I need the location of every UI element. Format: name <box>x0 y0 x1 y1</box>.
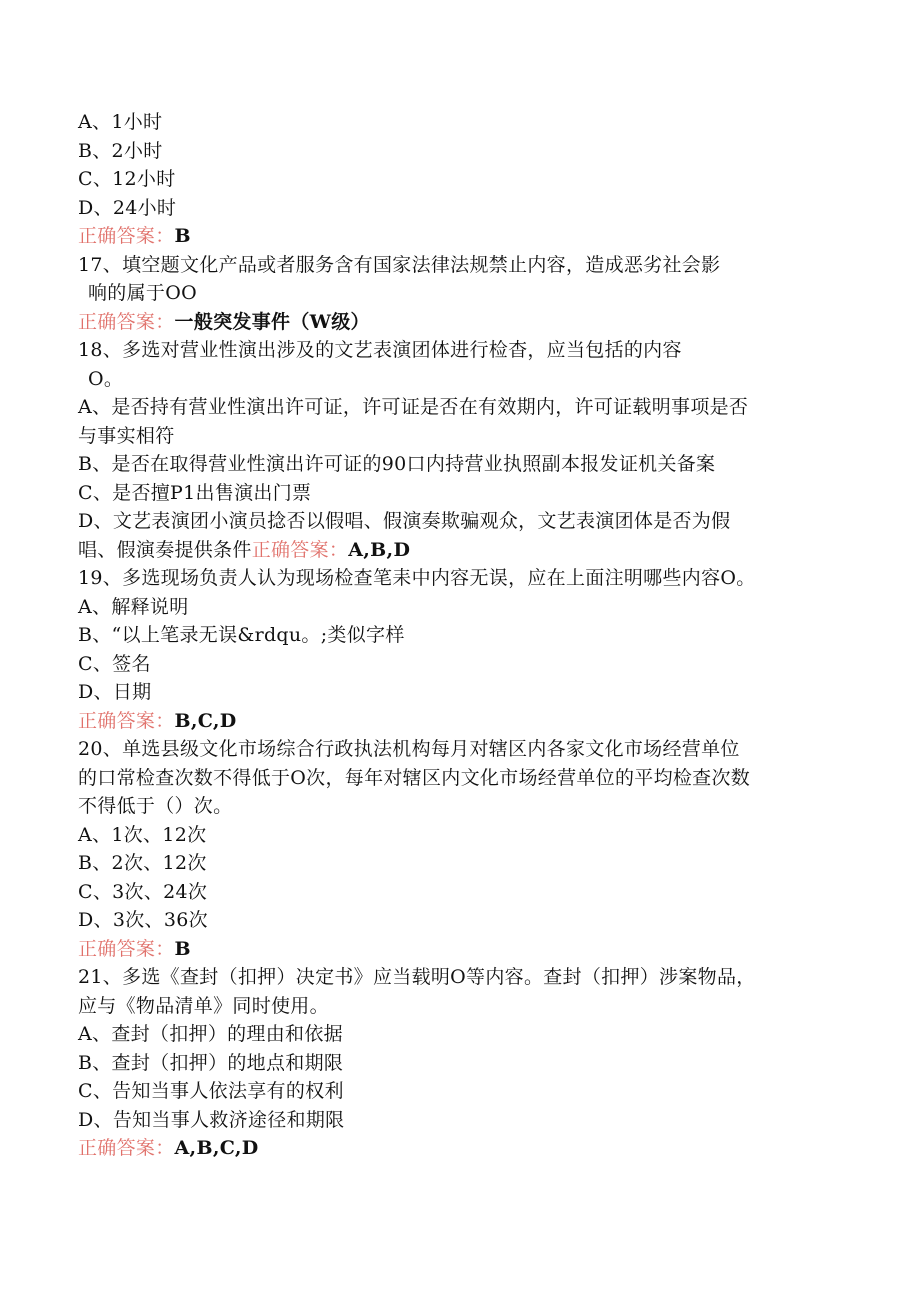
answer-line <box>78 308 838 337</box>
answer-value: B,C,D <box>174 709 237 732</box>
answer-line <box>78 1134 838 1163</box>
question-text: 18、多选对营业性演出涉及的文艺表演团体进行检杳，应当包括的内容 <box>78 339 682 361</box>
option-b: B、2小时 <box>78 139 163 162</box>
answer-value: A,B,C,D <box>174 1137 259 1159</box>
question-text-cont: 响的属于OO <box>88 282 197 304</box>
question-18-block <box>78 336 838 564</box>
question-text-cont: 不得低于（）次。 <box>78 795 233 817</box>
option-b: B、2次、12次 <box>78 852 207 874</box>
answer-value: B <box>174 225 191 247</box>
question-16-block <box>78 108 838 251</box>
answer-label: 正确答案： <box>78 937 175 960</box>
question-17-block <box>78 251 838 337</box>
answer-label: 正确答案： <box>78 310 175 333</box>
option-c: C、告知当事人依法享有的权利 <box>78 1080 344 1102</box>
question-text: 17、填空题文化产品或者服务含有国家法律法规禁止内容，造成恶劣社会影 <box>78 253 721 276</box>
question-text-cont: 应与《物品清单》同时使用。 <box>78 994 329 1017</box>
option-a: A、是否持有营业性演出许可证，许可证是否在有效期内，许可证载明事项是否 <box>78 396 749 418</box>
option-d-cont: 唱、假演奏提供条件 <box>78 538 252 561</box>
question-19-block <box>78 564 838 735</box>
option-d: D、3次、36次 <box>78 909 208 931</box>
answer-value: B <box>174 937 191 960</box>
question-text: 19、多选现场负责人认为现场检查笔耒中内容无误，应在上面注明哪些内容O。 <box>78 567 756 589</box>
exam-content <box>78 108 838 1163</box>
answer-line <box>78 536 838 565</box>
answer-line <box>78 935 838 964</box>
answer-value: 一般突发事件（W级） <box>174 310 370 333</box>
question-text: 21、多选《查封（扣押）决定书》应当载明O等内容。查封（扣押）涉案物品， <box>78 966 756 988</box>
question-text: 20、单选县级文化市场综合行政执法机构每月对辖区内各家文化市场经营单位 <box>78 738 740 760</box>
question-text-cont: O。 <box>88 367 124 390</box>
option-a: A、1小时 <box>78 111 163 133</box>
option-d: D、文艺表演团小演员捻否以假唱、假演奏欺骗观众，文艺表演团体是否为假 <box>78 510 731 532</box>
question-text-cont: 的口常检查次数不得低于O次，每年对辖区内文化市场经营单位的平均检查次数 <box>78 766 751 789</box>
option-d: D、告知当事人救济途径和期限 <box>78 1108 345 1131</box>
option-c: C、签名 <box>78 652 151 675</box>
option-a: A、1次、12次 <box>78 823 207 846</box>
option-c: C、12小时 <box>78 168 176 190</box>
option-c: C、3次、24次 <box>78 880 208 903</box>
answer-line <box>78 222 838 251</box>
option-b: B、“以上笔录无误&rdqu。;类似字样 <box>78 624 405 646</box>
question-20-block <box>78 735 838 963</box>
answer-line <box>78 707 838 736</box>
option-d: D、24小时 <box>78 196 177 219</box>
option-b: B、是否在取得营业性演出许可证的90口内持营业执照副本报发证机关备案 <box>78 453 716 475</box>
answer-label: 正确答案： <box>251 538 349 561</box>
option-a: A、解释说明 <box>78 595 189 618</box>
question-21-block <box>78 963 838 1163</box>
option-d: D、日期 <box>78 681 152 703</box>
option-a-cont: 与事实相符 <box>78 424 175 447</box>
answer-value: A,B,D <box>348 538 411 561</box>
option-c: C、是否擅P1出售演出门票 <box>78 481 312 504</box>
option-a: A、查封（扣押）的理由和依据 <box>78 1023 343 1045</box>
answer-label: 正确答案： <box>78 1137 175 1159</box>
option-b: B、查封（扣押）的地点和期限 <box>78 1051 344 1074</box>
answer-label: 正确答案： <box>78 709 175 732</box>
answer-label: 正确答案： <box>78 225 175 247</box>
